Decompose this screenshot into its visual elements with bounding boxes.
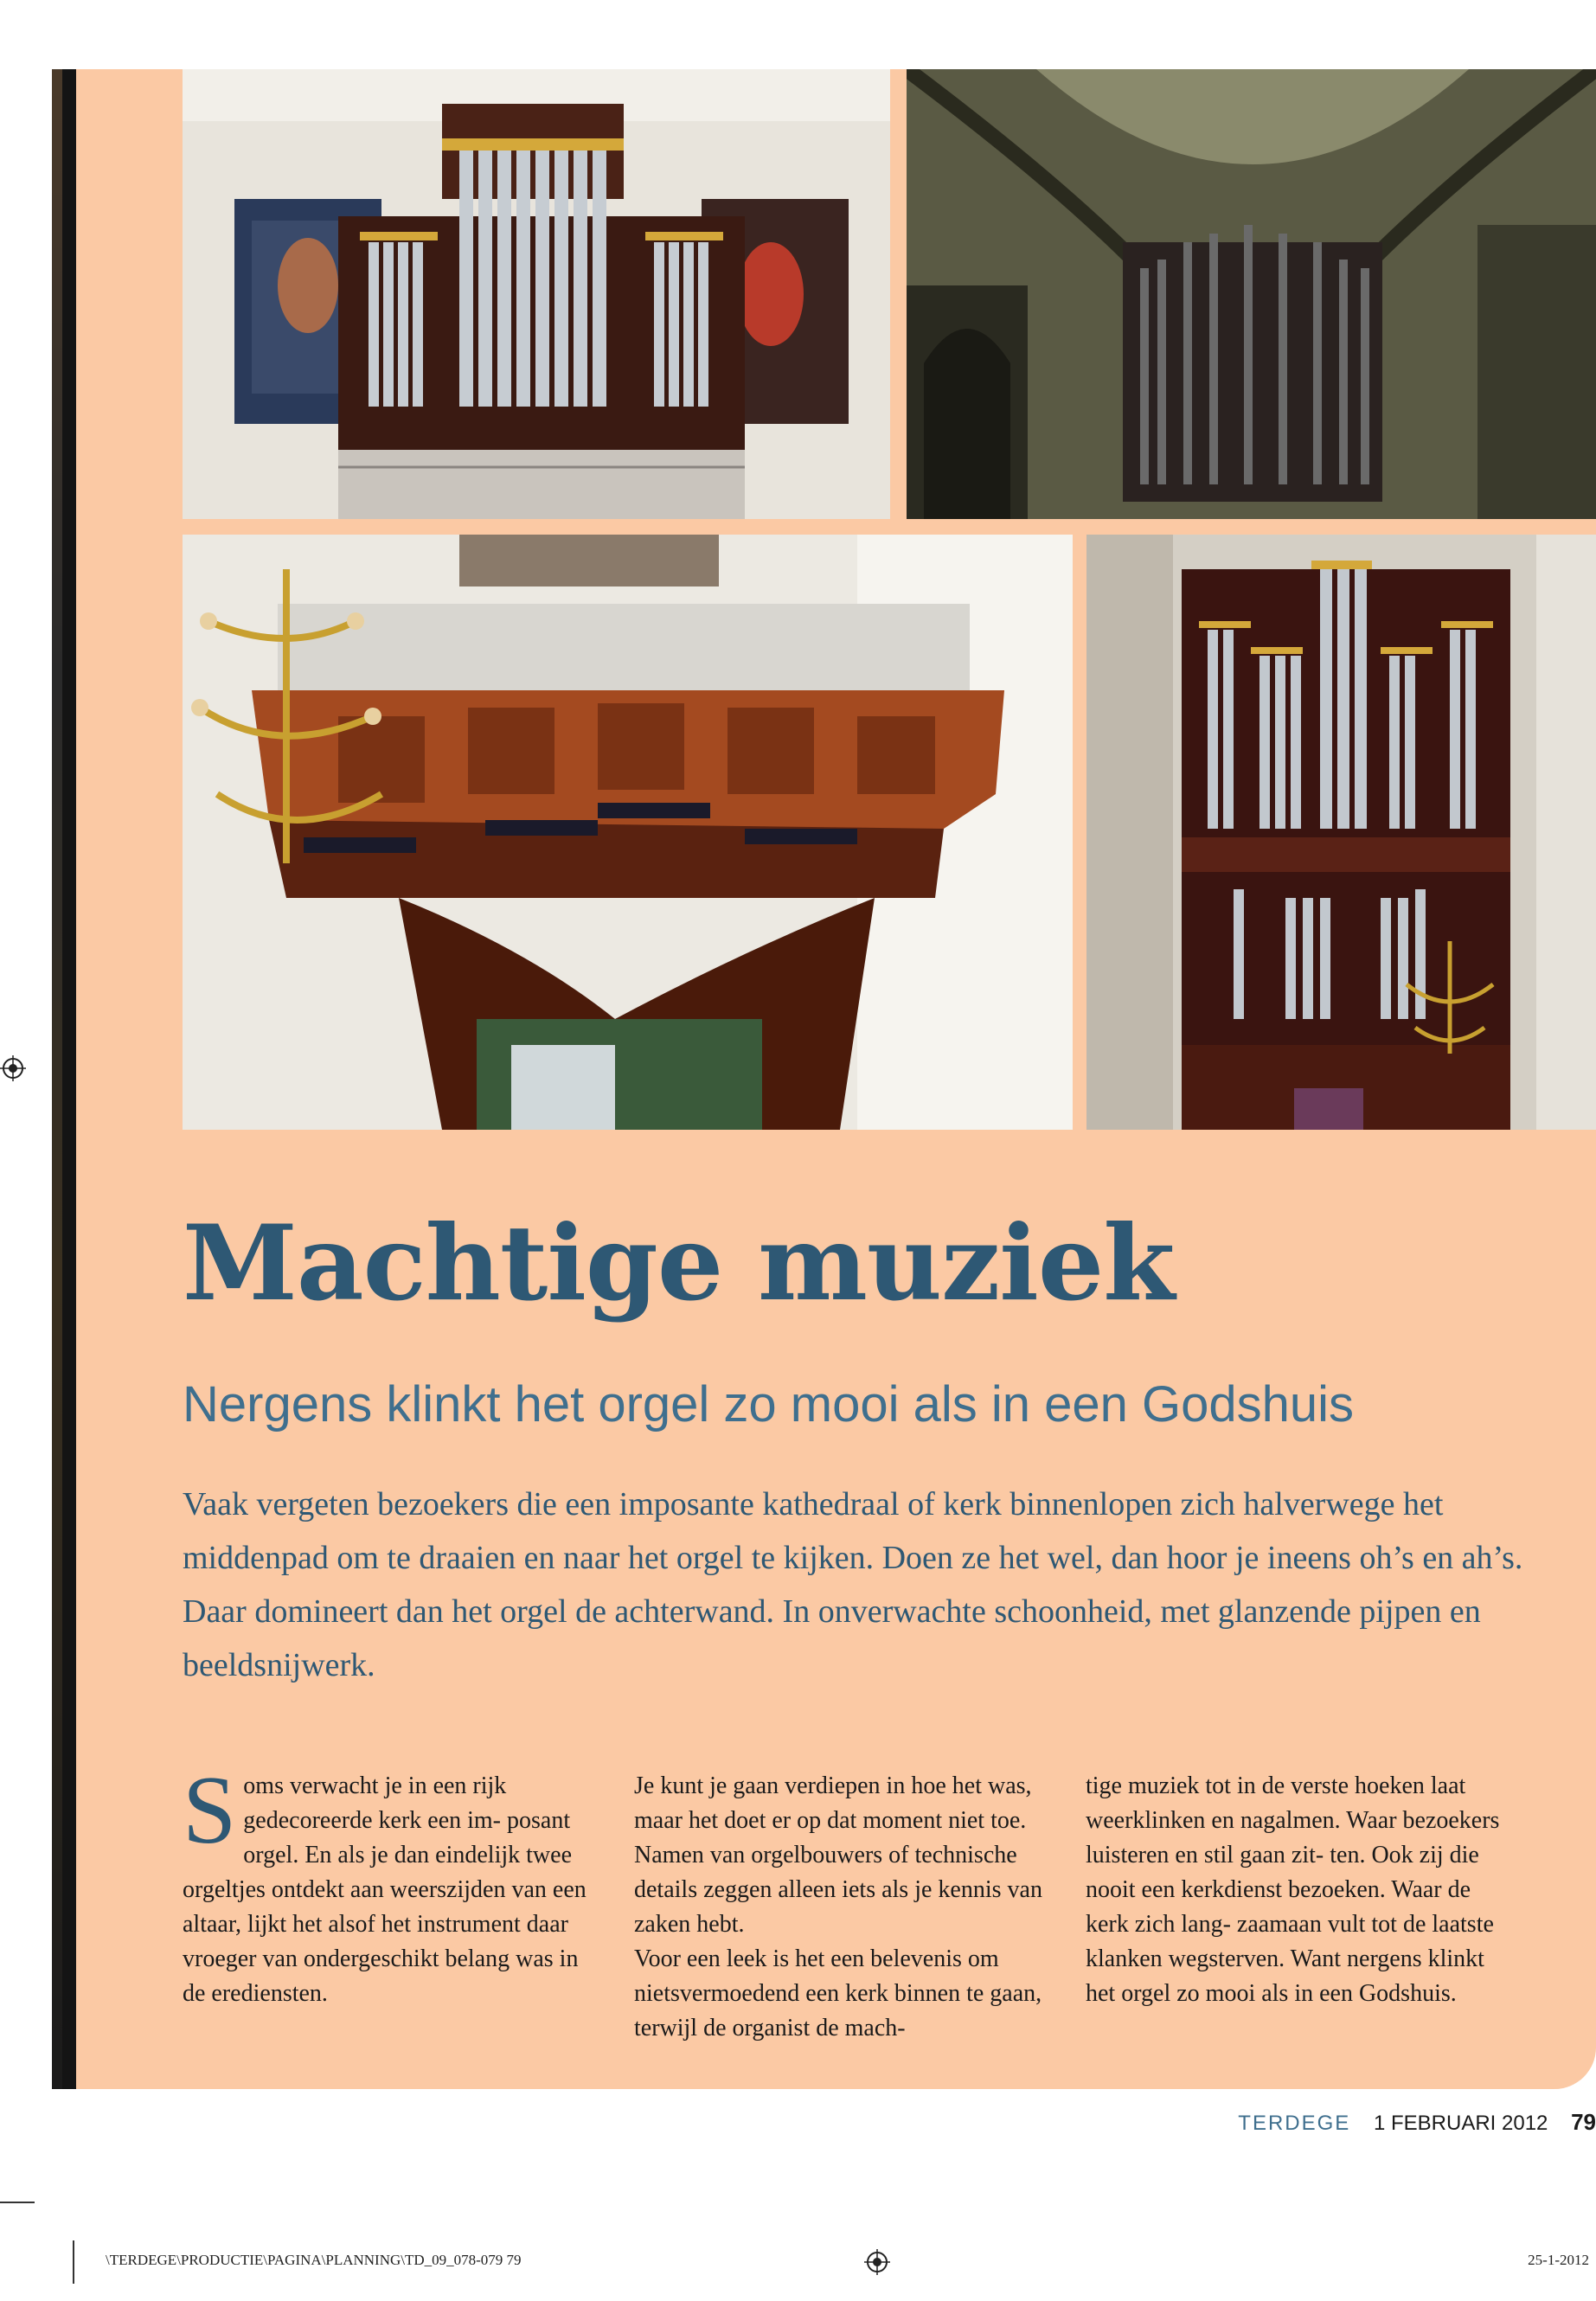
body-column-1	[183, 1757, 606, 2011]
registration-mark-icon	[0, 1055, 26, 1081]
body-column-3	[1086, 1769, 1509, 2011]
magazine-name: TERDEGE	[1238, 2112, 1351, 2135]
organ-photo-cathedral	[907, 69, 1596, 519]
body-text: tige muziek tot in de verste hoeken laat weerklinken en nagalmen. Waar bezoekers luisteren en stil gaan zit- ten. Ook zij die nooit een kerkdienst bezoeken. Waar de kerk zich lang- zaamaan vult tot de laatste klanken wegsterven. Want nergens klinkt het orgel zo mooi als in een Godshuis.	[1086, 1772, 1500, 2007]
page-number: 79	[1571, 2109, 1596, 2135]
organ-photo-shutters	[183, 69, 890, 519]
issue-date: 1 FEBRUARI 2012	[1373, 2112, 1548, 2135]
organ-photo-tall-case	[1086, 535, 1596, 1130]
article-title: Machtige muziek	[183, 1202, 1175, 1324]
page-footer	[1238, 2109, 1596, 2136]
body-text: oms verwacht je in een rijk gedecoreerde kerk een im- posant orgel. En als je dan eindelijk twee orgeltjes ontdekt aan weerszijden van een altaar, lijkt het alsof het instrument daar vroeger van ondergeschikt belang was in de erediensten.	[183, 1772, 586, 2007]
spine-strip	[52, 69, 62, 2089]
organ-photo-balcony	[183, 535, 1073, 1130]
body-paragraph: Voor een leek is het een belevenis om nietsvermoedend een kerk binnen te gaan, terwijl de organist de mach-	[634, 1945, 1042, 2041]
crop-mark	[73, 2240, 74, 2284]
body-paragraph: Je kunt je gaan verdiepen in hoe het was, maar het doet er op dat moment niet toe. Namen van orgelbouwers of technische details zeggen alleen iets als je kennis van zaken hebt.	[634, 1772, 1042, 1938]
print-slug-path: \TERDEGE\PRODUCTIE\PAGINA\PLANNING\TD_09_078-079 79	[106, 2252, 522, 2268]
body-column-2	[634, 1769, 1058, 2046]
print-slug-date: 25-1-2012	[1528, 2252, 1589, 2268]
article-subtitle: Nergens klinkt het orgel zo mooi als in een Godshuis	[183, 1376, 1355, 1433]
article-intro: Vaak vergeten bezoekers die een imposante kathedraal of kerk binnenlopen zich halverwege het middenpad om te draaien en naar het orgel te kijken. Doen ze het wel, dan hoor je ineens oh’s en ah’s. Daar domineert dan het orgel de achterwand. In onverwachte schoonheid, met glanzende pijpen en beeldsnijwerk.	[183, 1486, 1523, 1683]
crop-mark	[0, 2202, 35, 2203]
drop-cap: S	[183, 1757, 237, 1864]
registration-mark-icon	[864, 2249, 890, 2275]
